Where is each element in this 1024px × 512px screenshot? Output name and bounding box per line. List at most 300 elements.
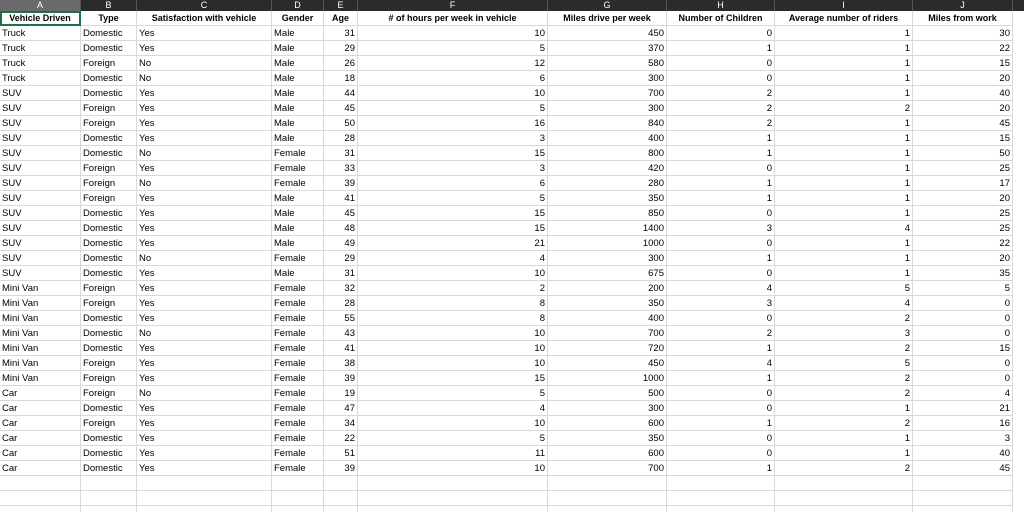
table-cell[interactable]: 840 [548, 116, 667, 131]
table-cell[interactable]: 10 [358, 86, 548, 101]
table-cell[interactable]: 15 [358, 146, 548, 161]
table-cell[interactable]: Yes [137, 101, 272, 116]
table-cell[interactable]: 17 [913, 176, 1013, 191]
table-cell[interactable]: 1 [667, 416, 775, 431]
table-cell[interactable]: Foreign [81, 296, 137, 311]
table-cell[interactable]: Yes [137, 341, 272, 356]
table-cell[interactable]: 55 [324, 311, 358, 326]
table-cell[interactable]: 43 [324, 326, 358, 341]
table-cell[interactable]: SUV [0, 146, 81, 161]
header-cell[interactable]: # of hours per week in vehicle [358, 11, 548, 26]
table-cell[interactable]: Yes [137, 311, 272, 326]
table-cell[interactable]: 0 [913, 311, 1013, 326]
empty-cell[interactable] [272, 491, 324, 506]
table-cell[interactable]: Truck [0, 71, 81, 86]
table-cell[interactable]: Domestic [81, 446, 137, 461]
header-cell[interactable]: Average number of riders [775, 11, 913, 26]
table-cell[interactable]: 31 [324, 266, 358, 281]
header-cell[interactable]: Vehicle Driven [0, 11, 81, 26]
table-cell[interactable]: 45 [324, 206, 358, 221]
empty-cell[interactable] [548, 506, 667, 512]
table-cell[interactable]: 0 [667, 266, 775, 281]
empty-cell[interactable] [81, 476, 137, 491]
table-cell[interactable]: 350 [548, 431, 667, 446]
table-cell[interactable]: Male [272, 26, 324, 41]
table-cell[interactable]: Truck [0, 26, 81, 41]
table-cell[interactable]: 29 [324, 251, 358, 266]
empty-cell[interactable] [913, 476, 1013, 491]
table-cell[interactable]: 0 [667, 161, 775, 176]
table-cell[interactable]: Foreign [81, 101, 137, 116]
table-cell[interactable]: No [137, 146, 272, 161]
table-cell[interactable]: 20 [913, 101, 1013, 116]
empty-cell[interactable] [324, 506, 358, 512]
empty-cell[interactable] [324, 491, 358, 506]
table-cell[interactable]: 25 [913, 221, 1013, 236]
table-cell[interactable]: 1 [775, 161, 913, 176]
table-cell[interactable]: Domestic [81, 71, 137, 86]
table-cell[interactable]: 300 [548, 251, 667, 266]
table-cell[interactable]: 3 [667, 221, 775, 236]
table-cell[interactable]: Domestic [81, 341, 137, 356]
table-cell[interactable]: Yes [137, 401, 272, 416]
table-cell[interactable]: Mini Van [0, 356, 81, 371]
table-cell[interactable]: 1 [775, 446, 913, 461]
table-cell[interactable]: SUV [0, 161, 81, 176]
table-cell[interactable]: 420 [548, 161, 667, 176]
table-cell[interactable]: Domestic [81, 431, 137, 446]
table-cell[interactable]: 1 [667, 461, 775, 476]
table-cell[interactable]: 5 [358, 431, 548, 446]
table-cell[interactable]: Car [0, 461, 81, 476]
table-cell[interactable]: 15 [913, 341, 1013, 356]
table-cell[interactable]: Mini Van [0, 296, 81, 311]
table-cell[interactable]: 1 [775, 251, 913, 266]
table-cell[interactable]: 0 [913, 371, 1013, 386]
table-cell[interactable]: 3 [913, 431, 1013, 446]
table-cell[interactable]: 25 [913, 206, 1013, 221]
table-cell[interactable]: 0 [667, 206, 775, 221]
table-cell[interactable]: 2 [775, 461, 913, 476]
empty-cell[interactable] [667, 476, 775, 491]
table-cell[interactable]: Yes [137, 416, 272, 431]
table-cell[interactable]: SUV [0, 221, 81, 236]
table-cell[interactable]: Mini Van [0, 371, 81, 386]
table-cell[interactable]: 720 [548, 341, 667, 356]
empty-cell[interactable] [358, 491, 548, 506]
table-cell[interactable]: 45 [913, 461, 1013, 476]
table-cell[interactable]: 4 [667, 281, 775, 296]
table-cell[interactable]: 700 [548, 461, 667, 476]
table-cell[interactable]: Foreign [81, 176, 137, 191]
table-cell[interactable]: Truck [0, 56, 81, 71]
table-cell[interactable]: Yes [137, 371, 272, 386]
header-cell[interactable]: Satisfaction with vehicle [137, 11, 272, 26]
table-cell[interactable]: Car [0, 431, 81, 446]
table-cell[interactable]: 31 [324, 26, 358, 41]
table-cell[interactable]: Yes [137, 116, 272, 131]
empty-cell[interactable] [81, 506, 137, 512]
table-cell[interactable]: Yes [137, 191, 272, 206]
table-cell[interactable]: Foreign [81, 371, 137, 386]
table-cell[interactable]: Car [0, 446, 81, 461]
table-cell[interactable]: 45 [324, 101, 358, 116]
empty-cell[interactable] [775, 506, 913, 512]
table-cell[interactable]: 370 [548, 41, 667, 56]
table-cell[interactable]: Yes [137, 296, 272, 311]
table-cell[interactable]: Male [272, 116, 324, 131]
empty-cell[interactable] [548, 476, 667, 491]
table-cell[interactable]: 0 [667, 431, 775, 446]
table-cell[interactable]: Mini Van [0, 311, 81, 326]
table-cell[interactable]: 5 [775, 356, 913, 371]
table-cell[interactable]: 700 [548, 86, 667, 101]
table-cell[interactable]: 10 [358, 26, 548, 41]
header-cell[interactable]: Age [324, 11, 358, 26]
empty-cell[interactable] [272, 506, 324, 512]
table-cell[interactable]: No [137, 71, 272, 86]
table-cell[interactable]: 350 [548, 296, 667, 311]
table-cell[interactable]: Male [272, 266, 324, 281]
table-cell[interactable]: No [137, 251, 272, 266]
table-cell[interactable]: 15 [913, 56, 1013, 71]
table-cell[interactable]: Domestic [81, 251, 137, 266]
table-cell[interactable]: 28 [324, 131, 358, 146]
table-cell[interactable]: 0 [667, 26, 775, 41]
header-cell[interactable]: Gender [272, 11, 324, 26]
table-cell[interactable]: 2 [775, 311, 913, 326]
table-cell[interactable]: 10 [358, 356, 548, 371]
table-cell[interactable]: 28 [324, 296, 358, 311]
table-cell[interactable]: Domestic [81, 236, 137, 251]
table-cell[interactable]: 600 [548, 446, 667, 461]
table-cell[interactable]: 400 [548, 131, 667, 146]
table-cell[interactable]: 2 [667, 101, 775, 116]
table-cell[interactable]: Yes [137, 281, 272, 296]
table-cell[interactable]: Yes [137, 446, 272, 461]
table-cell[interactable]: 350 [548, 191, 667, 206]
empty-cell[interactable] [913, 506, 1013, 512]
table-cell[interactable]: Domestic [81, 401, 137, 416]
table-cell[interactable]: 0 [667, 446, 775, 461]
table-cell[interactable]: 2 [775, 386, 913, 401]
table-cell[interactable]: 18 [324, 71, 358, 86]
table-cell[interactable]: 50 [324, 116, 358, 131]
table-cell[interactable]: SUV [0, 236, 81, 251]
table-cell[interactable]: 0 [913, 296, 1013, 311]
table-cell[interactable]: Male [272, 101, 324, 116]
table-cell[interactable]: No [137, 386, 272, 401]
empty-cell[interactable] [667, 491, 775, 506]
table-cell[interactable]: Male [272, 71, 324, 86]
table-cell[interactable]: 675 [548, 266, 667, 281]
table-cell[interactable]: Domestic [81, 461, 137, 476]
table-cell[interactable]: Mini Van [0, 341, 81, 356]
table-cell[interactable]: Domestic [81, 206, 137, 221]
table-cell[interactable]: 20 [913, 251, 1013, 266]
table-cell[interactable]: Domestic [81, 221, 137, 236]
table-cell[interactable]: Domestic [81, 26, 137, 41]
table-cell[interactable]: 0 [913, 326, 1013, 341]
table-cell[interactable]: 39 [324, 176, 358, 191]
table-cell[interactable]: Female [272, 371, 324, 386]
table-cell[interactable]: Yes [137, 131, 272, 146]
column-header-a[interactable]: A [0, 0, 81, 11]
table-cell[interactable]: Female [272, 341, 324, 356]
table-cell[interactable]: Foreign [81, 281, 137, 296]
table-cell[interactable]: Foreign [81, 191, 137, 206]
column-header-h[interactable]: H [667, 0, 775, 11]
table-cell[interactable]: Domestic [81, 146, 137, 161]
column-header-e[interactable]: E [324, 0, 358, 11]
table-cell[interactable]: 4 [667, 356, 775, 371]
table-cell[interactable]: 1 [775, 206, 913, 221]
table-cell[interactable]: 5 [358, 191, 548, 206]
table-cell[interactable]: SUV [0, 116, 81, 131]
table-cell[interactable]: Car [0, 386, 81, 401]
table-cell[interactable]: Female [272, 386, 324, 401]
empty-cell[interactable] [81, 491, 137, 506]
empty-cell[interactable] [137, 476, 272, 491]
table-cell[interactable]: 1000 [548, 371, 667, 386]
table-cell[interactable]: SUV [0, 251, 81, 266]
table-cell[interactable]: Domestic [81, 326, 137, 341]
table-cell[interactable]: 15 [358, 221, 548, 236]
table-cell[interactable]: 1000 [548, 236, 667, 251]
header-cell[interactable]: Miles drive per week [548, 11, 667, 26]
table-cell[interactable]: SUV [0, 131, 81, 146]
table-cell[interactable]: 35 [913, 266, 1013, 281]
table-cell[interactable]: 600 [548, 416, 667, 431]
table-cell[interactable]: 1 [775, 26, 913, 41]
table-cell[interactable]: 4 [775, 296, 913, 311]
table-cell[interactable]: Female [272, 251, 324, 266]
empty-cell[interactable] [0, 491, 81, 506]
table-cell[interactable]: Female [272, 296, 324, 311]
table-cell[interactable]: 1 [775, 86, 913, 101]
empty-cell[interactable] [913, 491, 1013, 506]
table-cell[interactable]: 29 [324, 41, 358, 56]
table-cell[interactable]: 300 [548, 71, 667, 86]
table-cell[interactable]: Domestic [81, 86, 137, 101]
table-cell[interactable]: 850 [548, 206, 667, 221]
table-cell[interactable]: 8 [358, 296, 548, 311]
empty-cell[interactable] [358, 476, 548, 491]
table-cell[interactable]: 39 [324, 461, 358, 476]
table-cell[interactable]: Female [272, 461, 324, 476]
table-cell[interactable]: Domestic [81, 266, 137, 281]
empty-cell[interactable] [548, 491, 667, 506]
table-cell[interactable]: 1400 [548, 221, 667, 236]
table-cell[interactable]: Yes [137, 236, 272, 251]
table-cell[interactable]: 19 [324, 386, 358, 401]
table-cell[interactable]: 33 [324, 161, 358, 176]
table-cell[interactable]: 6 [358, 176, 548, 191]
table-cell[interactable]: 51 [324, 446, 358, 461]
table-cell[interactable]: 300 [548, 401, 667, 416]
table-cell[interactable]: 1 [775, 191, 913, 206]
table-cell[interactable]: Yes [137, 221, 272, 236]
column-header-j[interactable]: J [913, 0, 1013, 11]
table-cell[interactable]: 20 [913, 71, 1013, 86]
table-cell[interactable]: Male [272, 206, 324, 221]
table-cell[interactable]: Yes [137, 266, 272, 281]
table-cell[interactable]: Mini Van [0, 326, 81, 341]
header-cell[interactable]: Number of Children [667, 11, 775, 26]
table-cell[interactable]: 10 [358, 341, 548, 356]
table-cell[interactable]: Yes [137, 26, 272, 41]
table-cell[interactable]: 1 [775, 146, 913, 161]
table-cell[interactable]: Yes [137, 86, 272, 101]
table-cell[interactable]: No [137, 176, 272, 191]
header-cell[interactable]: Miles from work [913, 11, 1013, 26]
table-cell[interactable]: Male [272, 191, 324, 206]
empty-cell[interactable] [775, 476, 913, 491]
table-cell[interactable]: 15 [358, 206, 548, 221]
table-cell[interactable]: 300 [548, 101, 667, 116]
table-cell[interactable]: 2 [775, 416, 913, 431]
table-cell[interactable]: 26 [324, 56, 358, 71]
table-cell[interactable]: 0 [667, 311, 775, 326]
table-cell[interactable]: 0 [913, 356, 1013, 371]
table-cell[interactable]: 5 [358, 41, 548, 56]
empty-cell[interactable] [137, 491, 272, 506]
table-cell[interactable]: 1 [775, 71, 913, 86]
table-cell[interactable]: 3 [775, 326, 913, 341]
table-cell[interactable]: 400 [548, 311, 667, 326]
table-cell[interactable]: 200 [548, 281, 667, 296]
table-cell[interactable]: Female [272, 146, 324, 161]
empty-cell[interactable] [0, 476, 81, 491]
table-cell[interactable]: 41 [324, 191, 358, 206]
table-cell[interactable]: 39 [324, 371, 358, 386]
table-cell[interactable]: 15 [358, 371, 548, 386]
table-cell[interactable]: 1 [775, 236, 913, 251]
table-cell[interactable]: Yes [137, 161, 272, 176]
table-cell[interactable]: Female [272, 356, 324, 371]
table-cell[interactable]: SUV [0, 86, 81, 101]
table-cell[interactable]: 1 [775, 401, 913, 416]
table-cell[interactable]: 1 [667, 341, 775, 356]
table-cell[interactable]: SUV [0, 206, 81, 221]
table-cell[interactable]: 1 [667, 251, 775, 266]
table-cell[interactable]: Domestic [81, 131, 137, 146]
table-cell[interactable]: 11 [358, 446, 548, 461]
table-cell[interactable]: 5 [358, 101, 548, 116]
table-cell[interactable]: 450 [548, 26, 667, 41]
table-cell[interactable]: 16 [913, 416, 1013, 431]
table-cell[interactable]: 800 [548, 146, 667, 161]
table-cell[interactable]: 1 [775, 41, 913, 56]
table-cell[interactable]: Female [272, 176, 324, 191]
column-header-i[interactable]: I [775, 0, 913, 11]
table-cell[interactable]: Foreign [81, 416, 137, 431]
table-cell[interactable]: Female [272, 446, 324, 461]
table-cell[interactable]: 40 [913, 86, 1013, 101]
table-cell[interactable]: 10 [358, 461, 548, 476]
column-header-d[interactable]: D [272, 0, 324, 11]
table-cell[interactable]: Mini Van [0, 281, 81, 296]
table-cell[interactable]: 32 [324, 281, 358, 296]
table-cell[interactable]: 0 [667, 401, 775, 416]
table-cell[interactable]: 10 [358, 326, 548, 341]
column-header-c[interactable]: C [137, 0, 272, 11]
table-cell[interactable]: 21 [358, 236, 548, 251]
table-cell[interactable]: 3 [667, 296, 775, 311]
column-header-f[interactable]: F [358, 0, 548, 11]
table-cell[interactable]: 38 [324, 356, 358, 371]
table-cell[interactable]: SUV [0, 101, 81, 116]
empty-cell[interactable] [358, 506, 548, 512]
table-cell[interactable]: 4 [913, 386, 1013, 401]
table-cell[interactable]: SUV [0, 176, 81, 191]
table-cell[interactable]: 20 [913, 191, 1013, 206]
table-cell[interactable]: 49 [324, 236, 358, 251]
table-cell[interactable]: 1 [667, 146, 775, 161]
table-cell[interactable]: Domestic [81, 311, 137, 326]
table-cell[interactable]: 15 [913, 131, 1013, 146]
table-cell[interactable]: Yes [137, 41, 272, 56]
table-cell[interactable]: Male [272, 86, 324, 101]
table-cell[interactable]: 31 [324, 146, 358, 161]
table-cell[interactable]: Male [272, 236, 324, 251]
table-cell[interactable]: Foreign [81, 116, 137, 131]
table-cell[interactable]: 500 [548, 386, 667, 401]
table-cell[interactable]: 41 [324, 341, 358, 356]
table-cell[interactable]: 1 [667, 41, 775, 56]
table-cell[interactable]: 2 [667, 116, 775, 131]
table-cell[interactable]: Male [272, 41, 324, 56]
table-cell[interactable]: 10 [358, 266, 548, 281]
table-cell[interactable]: Male [272, 131, 324, 146]
table-cell[interactable]: 2 [667, 326, 775, 341]
table-cell[interactable]: 5 [358, 386, 548, 401]
table-cell[interactable]: Female [272, 326, 324, 341]
table-cell[interactable]: 16 [358, 116, 548, 131]
table-cell[interactable]: Female [272, 431, 324, 446]
table-cell[interactable]: 4 [358, 401, 548, 416]
table-cell[interactable]: 1 [775, 116, 913, 131]
table-cell[interactable]: 0 [667, 236, 775, 251]
table-cell[interactable]: Car [0, 401, 81, 416]
table-cell[interactable]: 4 [775, 221, 913, 236]
table-cell[interactable]: 1 [667, 176, 775, 191]
table-cell[interactable]: 2 [775, 101, 913, 116]
column-header-g[interactable]: G [548, 0, 667, 11]
table-cell[interactable]: 450 [548, 356, 667, 371]
table-cell[interactable]: 3 [358, 161, 548, 176]
table-cell[interactable]: SUV [0, 191, 81, 206]
table-cell[interactable]: 44 [324, 86, 358, 101]
table-cell[interactable]: Male [272, 56, 324, 71]
table-cell[interactable]: 2 [358, 281, 548, 296]
table-cell[interactable]: 0 [667, 71, 775, 86]
table-cell[interactable]: Foreign [81, 161, 137, 176]
table-cell[interactable]: 40 [913, 446, 1013, 461]
table-cell[interactable]: 8 [358, 311, 548, 326]
table-cell[interactable]: 1 [775, 176, 913, 191]
table-cell[interactable]: 1 [667, 191, 775, 206]
table-cell[interactable]: Yes [137, 431, 272, 446]
table-cell[interactable]: Foreign [81, 356, 137, 371]
table-cell[interactable]: Male [272, 221, 324, 236]
table-cell[interactable]: 5 [775, 281, 913, 296]
table-cell[interactable]: 30 [913, 26, 1013, 41]
table-cell[interactable]: 1 [775, 56, 913, 71]
table-cell[interactable]: 280 [548, 176, 667, 191]
empty-cell[interactable] [324, 476, 358, 491]
table-cell[interactable]: 3 [358, 131, 548, 146]
